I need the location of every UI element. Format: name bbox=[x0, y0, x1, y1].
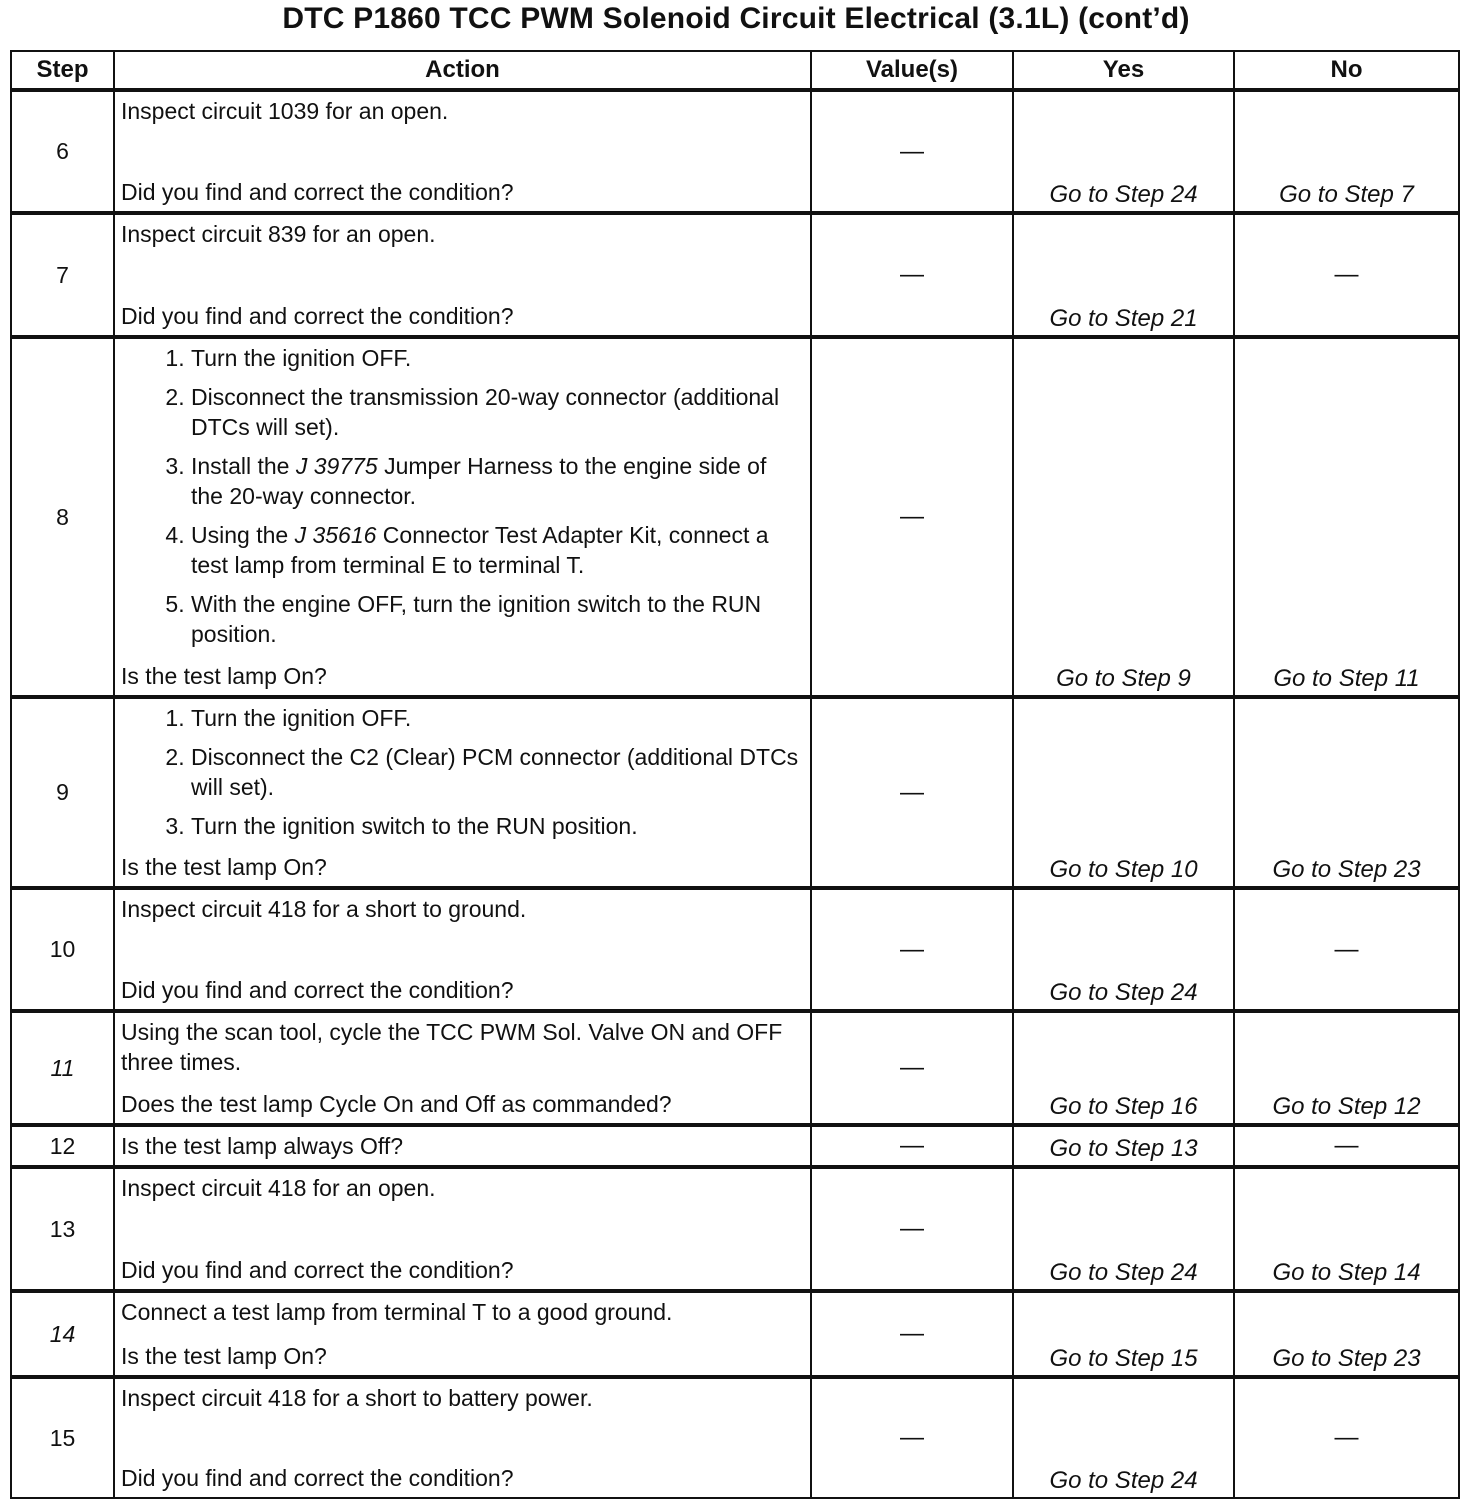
header-step: Step bbox=[11, 51, 114, 90]
no-cell: Go to Step 7 bbox=[1234, 90, 1459, 213]
yes-cell: Go to Step 24 bbox=[1013, 1167, 1234, 1291]
page-title: DTC P1860 TCC PWM Solenoid Circuit Electrical (3.1L) (cont’d) bbox=[282, 2, 1190, 35]
action-text: Using the scan tool, cycle the TCC PWM Sol. Valve ON and OFF three times. bbox=[121, 1019, 783, 1075]
action-question: Did you find and correct the condition? bbox=[121, 1465, 514, 1491]
value-cell: — bbox=[811, 1377, 1013, 1498]
no-cell: — bbox=[1234, 1377, 1459, 1498]
yes-cell: Go to Step 21 bbox=[1013, 213, 1234, 337]
value-cell: — bbox=[811, 1167, 1013, 1291]
value-cell: — bbox=[811, 888, 1013, 1011]
yes-cell: Go to Step 24 bbox=[1013, 888, 1234, 1011]
no-cell: Go to Step 14 bbox=[1234, 1167, 1459, 1291]
procedure-step: 1. Turn the ignition OFF. bbox=[191, 343, 804, 373]
action-question: Did you find and correct the condition? bbox=[121, 1257, 514, 1283]
table-row bbox=[11, 213, 1459, 337]
action-cell bbox=[114, 697, 811, 888]
yes-cell: Go to Step 9 bbox=[1013, 337, 1234, 697]
procedure-step: 5. With the engine OFF, turn the ignition switch to the RUN position. bbox=[191, 589, 804, 649]
no-cell: Go to Step 11 bbox=[1234, 337, 1459, 697]
step-number: 7 bbox=[11, 213, 114, 337]
table-row bbox=[11, 888, 1459, 1011]
no-cell: Go to Step 23 bbox=[1234, 697, 1459, 888]
action-cell bbox=[114, 888, 811, 1011]
procedure-step: 1. Turn the ignition OFF. bbox=[191, 703, 804, 733]
action-cell bbox=[114, 1291, 811, 1377]
action-question: Is the test lamp On? bbox=[121, 854, 327, 880]
value-cell: — bbox=[811, 1125, 1013, 1167]
header-row bbox=[11, 51, 1459, 90]
action-question: Is the test lamp On? bbox=[121, 1343, 327, 1369]
action-cell bbox=[114, 1167, 811, 1291]
yes-cell: Go to Step 24 bbox=[1013, 90, 1234, 213]
no-cell: Go to Step 12 bbox=[1234, 1011, 1459, 1125]
table-row bbox=[11, 1291, 1459, 1377]
tool-number: J 35616 bbox=[294, 522, 377, 548]
value-cell: — bbox=[811, 1291, 1013, 1377]
step-number: 13 bbox=[11, 1167, 114, 1291]
action-text: Inspect circuit 1039 for an open. bbox=[121, 98, 449, 124]
table-row bbox=[11, 1167, 1459, 1291]
step-number: 12 bbox=[11, 1125, 114, 1167]
action-cell bbox=[114, 1011, 811, 1125]
action-question: Does the test lamp Cycle On and Off as commanded? bbox=[121, 1091, 672, 1117]
value-cell: — bbox=[811, 213, 1013, 337]
step-number: 8 bbox=[11, 337, 114, 697]
table-row bbox=[11, 1125, 1459, 1167]
procedure-list bbox=[121, 343, 804, 651]
action-text: Inspect circuit 418 for a short to ground. bbox=[121, 896, 527, 922]
procedure-step: 2. Disconnect the transmission 20-way connector (additional DTCs will set). bbox=[191, 382, 804, 442]
action-question: Is the test lamp always Off? bbox=[121, 1133, 404, 1159]
action-cell bbox=[114, 337, 811, 697]
procedure-step: 3. Turn the ignition switch to the RUN position. bbox=[191, 811, 804, 841]
table-row bbox=[11, 1377, 1459, 1498]
diagnostic-table bbox=[10, 50, 1460, 1499]
action-text: Inspect circuit 418 for an open. bbox=[121, 1175, 436, 1201]
table-row bbox=[11, 1011, 1459, 1125]
header-values: Value(s) bbox=[811, 51, 1013, 90]
action-cell bbox=[114, 1377, 811, 1498]
yes-cell: Go to Step 13 bbox=[1013, 1125, 1234, 1167]
step-number: 6 bbox=[11, 90, 114, 213]
table-row bbox=[11, 697, 1459, 888]
step-number: 10 bbox=[11, 888, 114, 1011]
no-cell: — bbox=[1234, 1125, 1459, 1167]
procedure-step: 2. Disconnect the C2 (Clear) PCM connector (additional DTCs will set). bbox=[191, 742, 804, 802]
action-question: Did you find and correct the condition? bbox=[121, 977, 514, 1003]
step-number: 9 bbox=[11, 697, 114, 888]
value-cell: — bbox=[811, 1011, 1013, 1125]
yes-cell: Go to Step 24 bbox=[1013, 1377, 1234, 1498]
procedure-list bbox=[121, 703, 804, 843]
yes-cell: Go to Step 16 bbox=[1013, 1011, 1234, 1125]
header-no: No bbox=[1234, 51, 1459, 90]
action-cell bbox=[114, 213, 811, 337]
value-cell: — bbox=[811, 697, 1013, 888]
step-number: 15 bbox=[11, 1377, 114, 1498]
procedure-step: 3. Install the J 39775 Jumper Harness to the engine side of the 20-way connector. bbox=[191, 451, 804, 511]
no-cell: — bbox=[1234, 888, 1459, 1011]
step-number: 11 bbox=[11, 1011, 114, 1125]
value-cell: — bbox=[811, 90, 1013, 213]
action-text: Inspect circuit 839 for an open. bbox=[121, 221, 436, 247]
tool-number: J 39775 bbox=[295, 453, 378, 479]
action-cell bbox=[114, 90, 811, 213]
action-question: Did you find and correct the condition? bbox=[121, 179, 514, 205]
header-action: Action bbox=[114, 51, 811, 90]
table-row bbox=[11, 90, 1459, 213]
header-yes: Yes bbox=[1013, 51, 1234, 90]
table-row bbox=[11, 337, 1459, 697]
action-text: Connect a test lamp from terminal T to a good ground. bbox=[121, 1299, 673, 1325]
value-cell: — bbox=[811, 337, 1013, 697]
yes-cell: Go to Step 10 bbox=[1013, 697, 1234, 888]
action-text: Inspect circuit 418 for a short to battery power. bbox=[121, 1385, 593, 1411]
yes-cell: Go to Step 15 bbox=[1013, 1291, 1234, 1377]
action-cell bbox=[114, 1125, 811, 1167]
no-cell: Go to Step 23 bbox=[1234, 1291, 1459, 1377]
action-question: Is the test lamp On? bbox=[121, 663, 327, 689]
step-number: 14 bbox=[11, 1291, 114, 1377]
action-question: Did you find and correct the condition? bbox=[121, 303, 514, 329]
procedure-step: 4. Using the J 35616 Connector Test Adapter Kit, connect a test lamp from terminal E to terminal T. bbox=[191, 520, 804, 580]
no-cell: — bbox=[1234, 213, 1459, 337]
